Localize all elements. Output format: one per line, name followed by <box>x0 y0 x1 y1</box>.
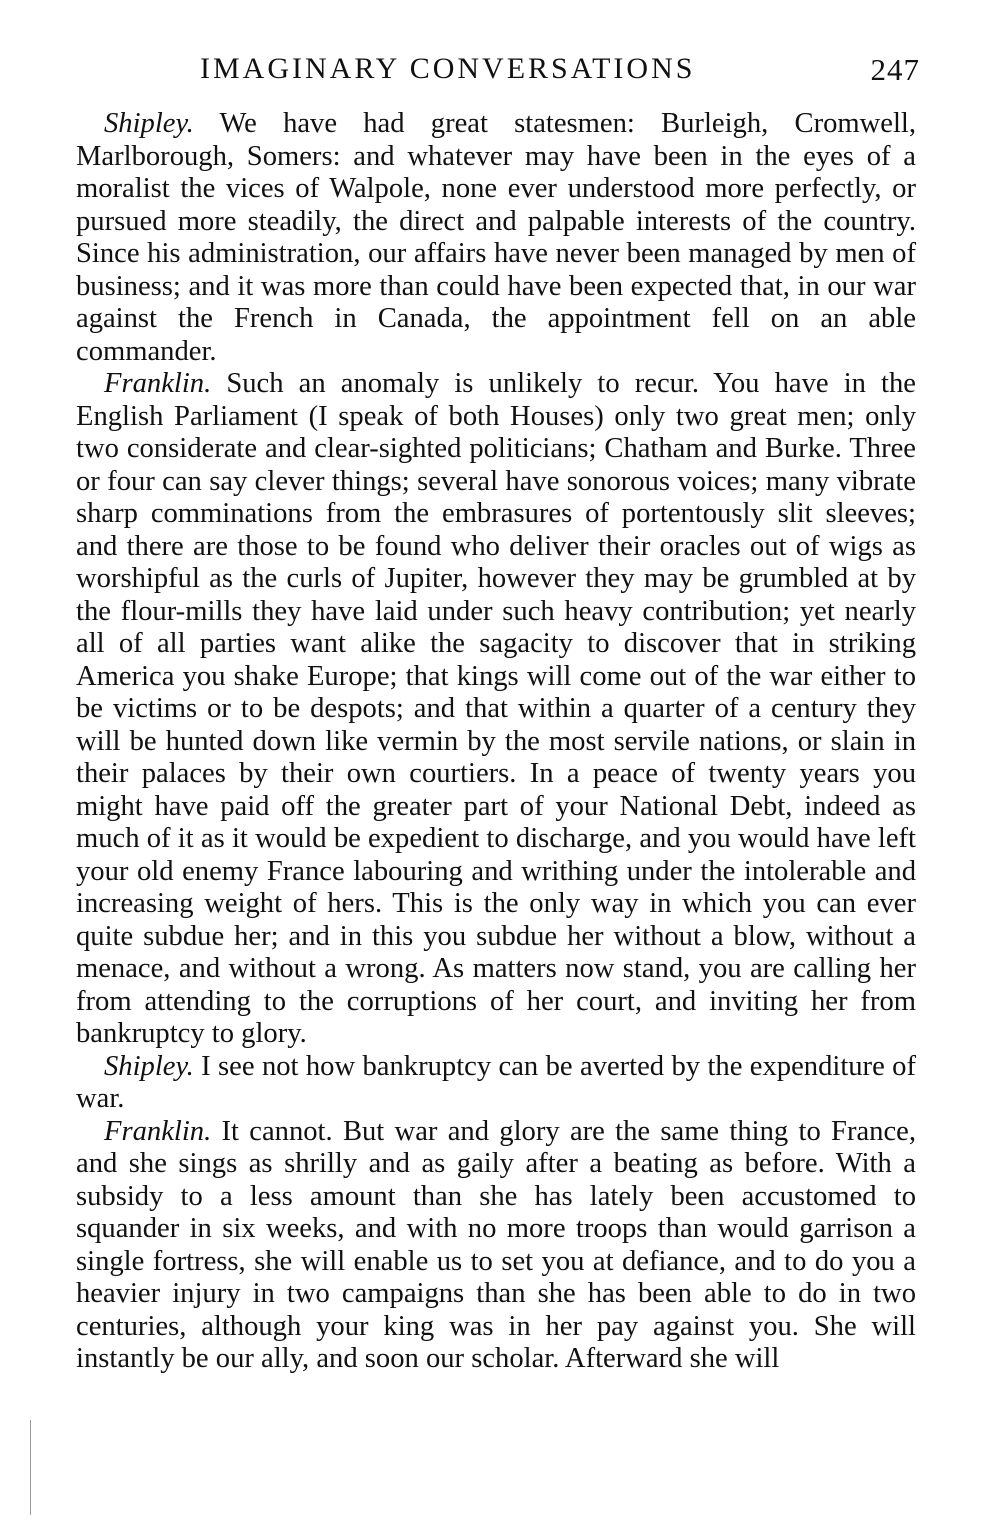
speaker-name: Franklin. <box>104 368 212 399</box>
scan-margin-line <box>30 1420 31 1515</box>
dialogue-text: It cannot. But war and glory are the same thing to France, and she sings as shrilly and as gaily after a beating as before. With a subsidy to a less amount than she has lately been accustomed to squander in six weeks, and with no more troops than would garrison a single fortress, she will enable us to set you at defiance, and to do you a heavier injury in two campaigns than she has been able to do in two centuries, although your king was in her pay against you. She will instantly be our ally, and soon our scholar. Afterward she will <box>76 1115 916 1374</box>
dialogue-paragraph <box>76 1116 916 1376</box>
dialogue-text: I see not how bankruptcy can be averted by the expenditure of war. <box>76 1050 916 1114</box>
dialogue-text: We have had great statesmen: Burleigh, Cromwell, Marlborough, Somers: and whatever may have been in the eyes of a moralist the vices of Walpole, none ever understood more perfectly, or pursued more steadily, the direct and palpable interests of the country. Since his administration, our affairs have never been managed by men of business; and it was more than could have been expected that, in our war against the French in Canada, the appointment fell on an able commander. <box>76 108 917 367</box>
dialogue-paragraph <box>76 108 916 368</box>
dialogue-paragraph <box>76 1051 916 1116</box>
running-title: IMAGINARY CONVERSATIONS <box>200 52 696 85</box>
speaker-name: Shipley. <box>104 108 194 139</box>
dialogue-paragraph <box>76 368 916 1051</box>
speaker-name: Franklin. <box>104 1115 212 1147</box>
body-text <box>76 108 916 1376</box>
speaker-name: Shipley. <box>104 1050 194 1082</box>
page-number: 247 <box>870 52 920 87</box>
running-head <box>200 52 920 96</box>
dialogue-text: Such an anomaly is unlikely to recur. You have in the English Parliament (I speak of both Houses) only two great men; only two considerate and clear-sighted politicians; Chatham and Burke. Three or four can say clever things; several have sonorous voices; many vibrate sharp comminations from the embrasures of portentously slit sleeves; and there are those to be found who deliver their oracles out of wigs as worshipful as the curls of Jupiter, however they may be grumbled at by the flour-mills they have laid under such heavy contribution; yet nearly all of all parties want alike the sagacity to discover that in striking America you shake Europe; that kings will come out of the war either to be victims or to be despots; and that within a quarter of a century they will be hunted down like vermin by the most servile nations, or slain in their palaces by their own courtiers. In a peace of twenty years you might have paid off the greater part of your National Debt, indeed as much of it as it would be expedient to discharge, and you would have left your old enemy France labouring and writhing under the intolerable and increasing weight of hers. This is the only way in which you can ever quite subdue her; and in this you subdue her without a blow, without a menace, and without a wrong. As matters now stand, you are calling her from attending to the corruptions of her court, and inviting her from bankruptcy to glory. <box>76 368 916 1049</box>
